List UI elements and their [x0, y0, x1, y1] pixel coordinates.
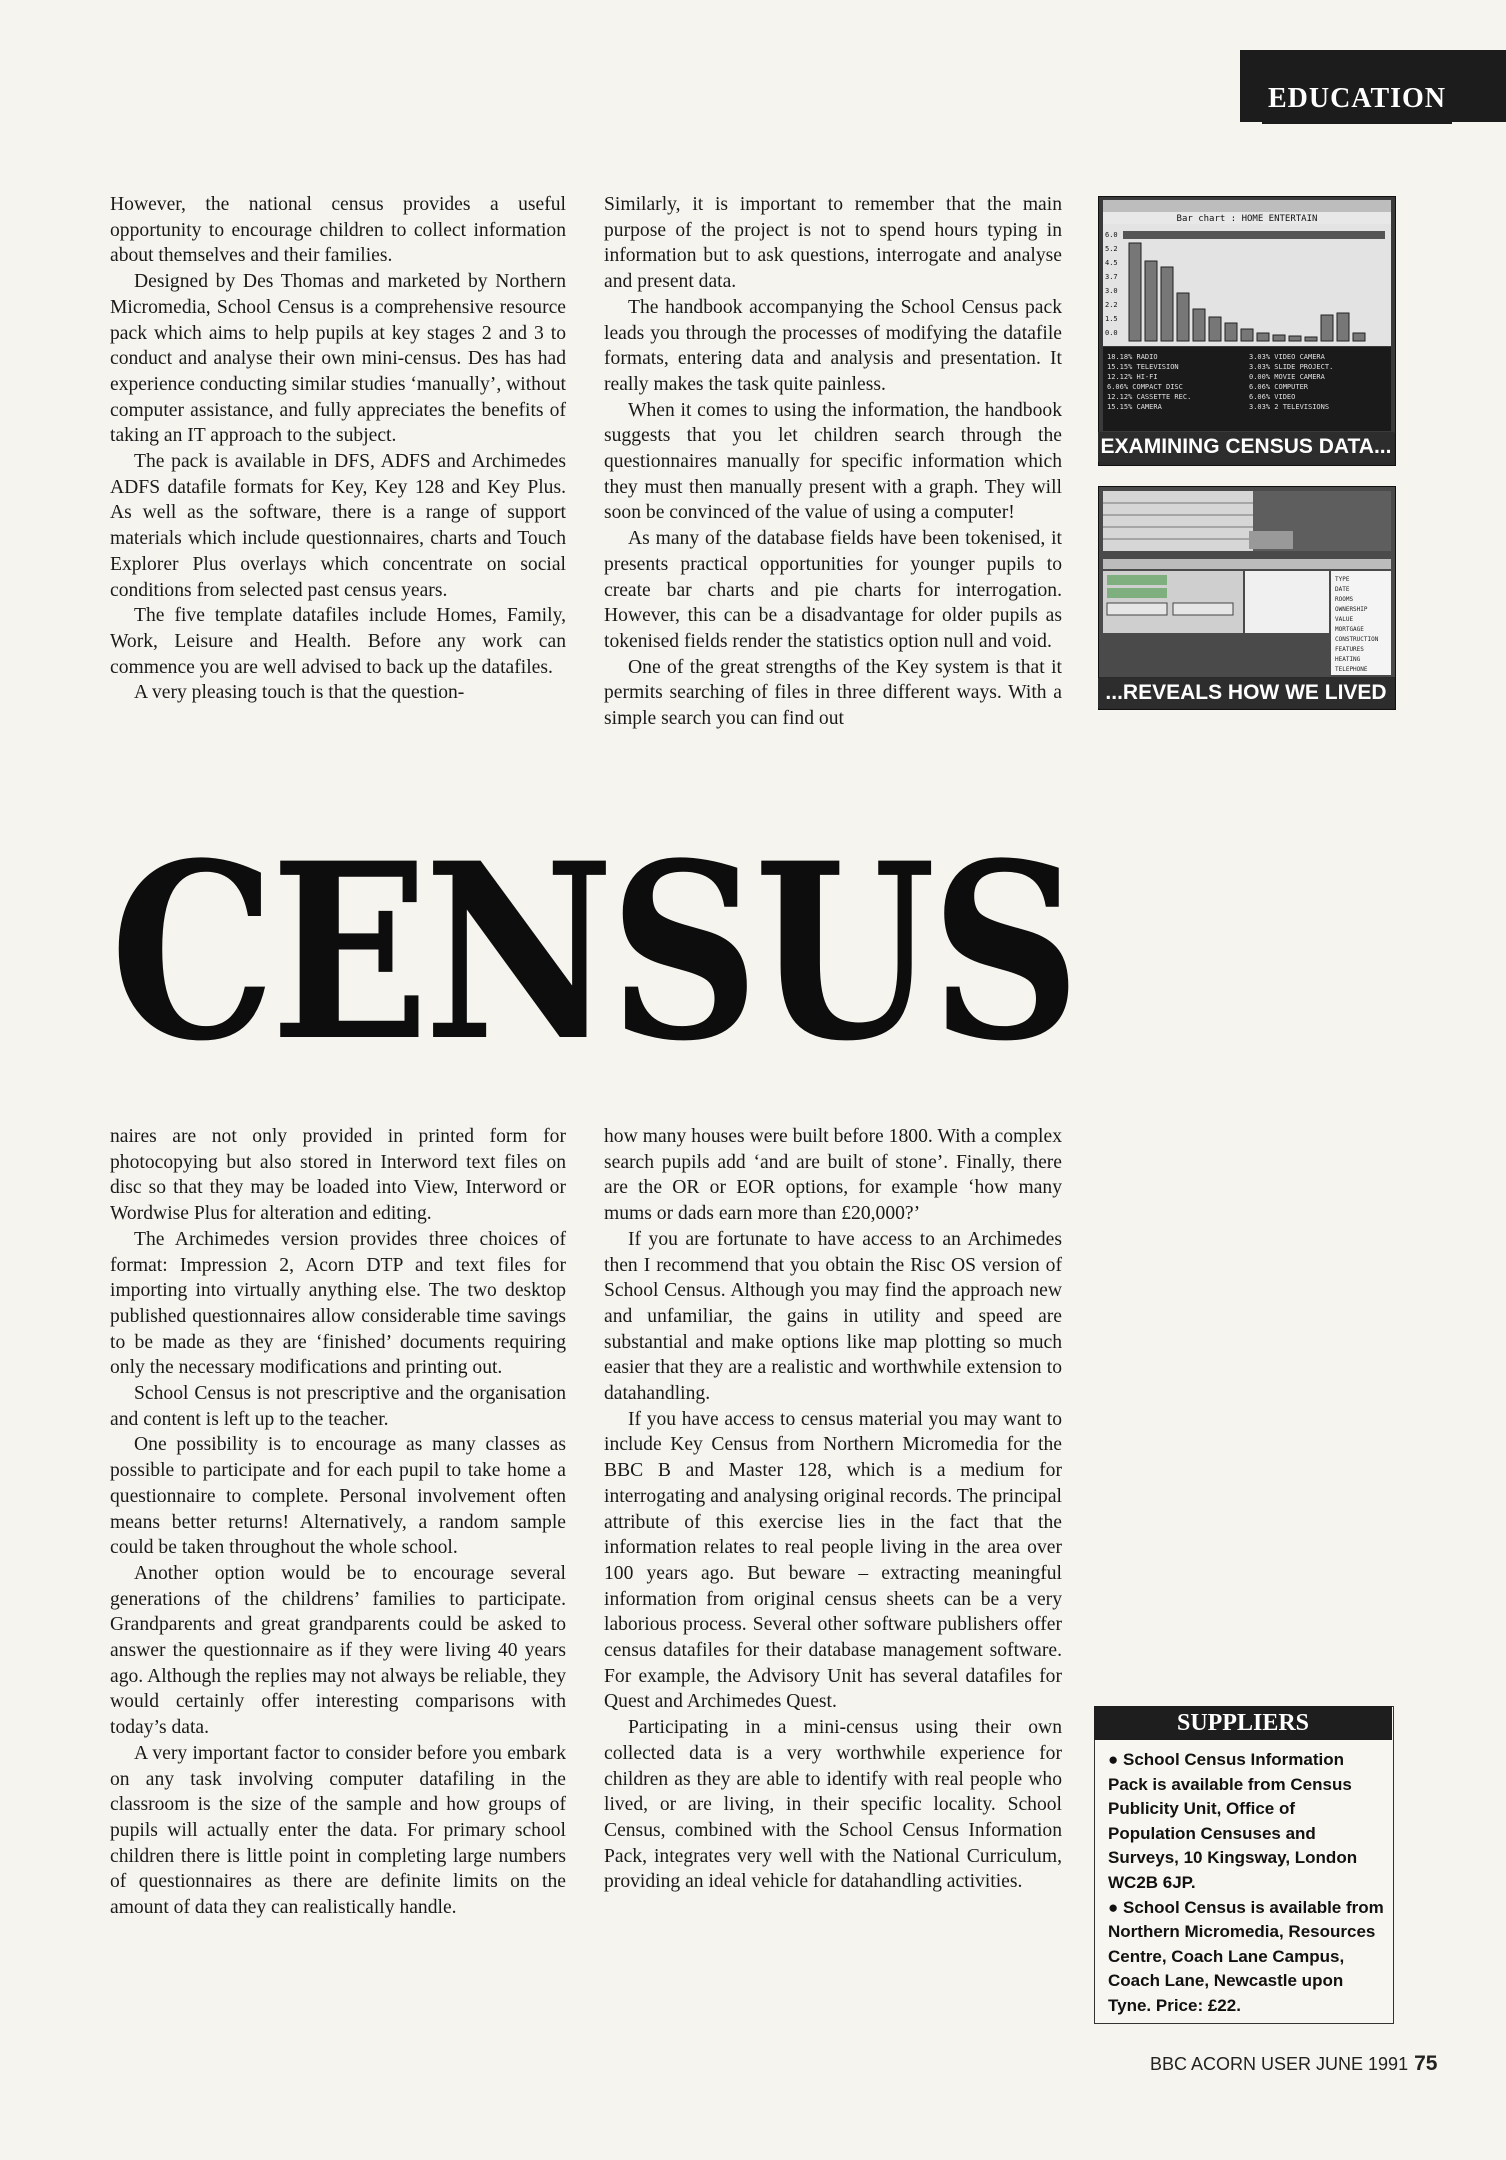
paragraph: When it comes to using the information, the handbook suggests that you let children search through the questionnaires manually for specific information which they must then manually present with a graph. They will soon be convinced of the value of using a computer! [604, 399, 1062, 524]
paragraph: One of the great strengths of the Key system is that it permits searching of files in three different ways. With a simple search you can find out [604, 656, 1062, 730]
bullet-icon: ● [1108, 1897, 1123, 1917]
paragraph: However, the national census provides a useful opportunity to encourage children to collect information about themselves and their families. [110, 194, 566, 267]
svg-text:6.0: 6.0 [1105, 231, 1118, 239]
bullet-icon: ● [1108, 1750, 1123, 1769]
column-2-bottom [604, 1124, 1062, 1895]
svg-text:DATE: DATE [1335, 586, 1350, 593]
paragraph: Similarly, it is important to remember that the main purpose of the project is not to spend hours typing in information but to ask questions, interrogate and analyse and present data. [604, 194, 1062, 293]
paragraph: One possibility is to encourage as many classes as possible to participate and for each pupil to take home a questionnaire to complete. Personal involvement often means better returns! Alternatively, a random sample could be taken throughout the whole school. [110, 1434, 566, 1559]
svg-text:ROOMS: ROOMS [1335, 596, 1354, 603]
column-1-top [110, 192, 566, 706]
chart-window-title: Bar chart : HOME ENTERTAIN [1176, 214, 1318, 224]
svg-text:3.03% VIDEO CAMERA: 3.03% VIDEO CAMERA [1249, 353, 1325, 361]
screenshot-sort-window [1098, 486, 1396, 710]
suppliers-list [1108, 1748, 1384, 2019]
svg-text:4.5: 4.5 [1105, 259, 1118, 267]
page-number: 75 [1414, 2052, 1438, 2075]
svg-text:12.12% HI-FI: 12.12% HI-FI [1107, 373, 1158, 381]
svg-text:6.06% VIDEO: 6.06% VIDEO [1249, 393, 1296, 401]
paragraph: A very important factor to consider before you embark on any task involving computer datafiling in the classroom is the size of the sample and how groups of pupils will actually enter the data. For primary school children there is little point in completing large numbers of questionnaires as there are definite limits on the amount of data they can realistically handle. [110, 1742, 566, 1919]
page-footer [1150, 2052, 1438, 2076]
supplier-item: ● School Census is available from Northern Micromedia, Resources Centre, Coach Lane Campus, Coach Lane, Newcastle upon Tyne. Price: £22. [1108, 1897, 1384, 2015]
paragraph: If you are fortunate to have access to an Archimedes then I recommend that you obtain the Risc OS version of School Census. Although you may find the approach new and unfamiliar, the gains in utility and speed are substantial and make options like map plotting so much easier that they are a realistic and worthwhile extension to datahandling. [604, 1228, 1062, 1405]
svg-text:2.2: 2.2 [1105, 301, 1118, 309]
paragraph: The Archimedes version provides three choices of format: Impression 2, Acorn DTP and text files for importing into virtually anything else. The two desktop published questionnaires allow considerable time savings to be made as they are ‘finished’ documents requiring only the necessary modifications and printing out. [110, 1228, 566, 1379]
paragraph: how many houses were built before 1800. With a complex search pupils add ‘and are built of stone’. Finally, there are the OR or EOR options, for example ‘how many mums or dads earn more than £20,000?’ [604, 1126, 1062, 1225]
paragraph: As many of the database fields have been tokenised, it presents practical opportunities for younger pupils to create bar charts and pie charts for interrogation. However, this can be a disadvantage for older pupils as tokenised fields render the statistics option null and void. [604, 528, 1062, 652]
paragraph: naires are not only provided in printed form for photocopying but also stored in Interword text files on disc so that they may be loaded into View, Interword or Wordwise Plus for alteration and editing. [110, 1126, 566, 1225]
caption-reveals-how-we-lived: ...REVEALS HOW WE LIVED [1098, 678, 1394, 708]
screenshot-bar-chart [1098, 196, 1396, 466]
paragraph: Participating in a mini-census using their own collected data is a very worthwhile experience for children as they are able to identify with real people who lived, or are living, in their specific locality. School Census, combined with the School Census Information Pack, integrates very well with the National Curriculum, providing an ideal vehicle for datahandling activities. [604, 1717, 1062, 1893]
svg-text:15.15% CAMERA: 15.15% CAMERA [1107, 403, 1162, 411]
svg-text:TELEPHONE: TELEPHONE [1335, 666, 1368, 673]
svg-text:1.5: 1.5 [1105, 315, 1118, 323]
supplier-item: ● School Census Information Pack is available from Census Publicity Unit, Office of Population Censuses and Surveys, 10 Kingsway, London WC2B 6JP. [1108, 1750, 1358, 1892]
paragraph: The handbook accompanying the School Census pack leads you through the processes of modifying the datafile formats, entering data and analysis and presentation. It really makes the task quite painless. [604, 296, 1062, 395]
svg-text:TYPE: TYPE [1335, 576, 1350, 583]
paragraph: Another option would be to encourage several generations of the childrens’ families to participate. Grandparents and great grandparents could be asked to answer the questionnaire as if they were living 40 years ago. Although the replies may not always be reliable, they would certainly offer interesting comparisons with today’s data. [110, 1562, 566, 1739]
column-1-bottom [110, 1124, 566, 1921]
paragraph: Designed by Des Thomas and marketed by Northern Micromedia, School Census is a comprehensive resource pack which aims to help pupils at key stages 2 and 3 to conduct and analyse their own mini-census. Des has had experience conducting similar studies ‘manually’, without computer assistance, and fully appreciates the benefits of taking an IT approach to the subject. [110, 271, 566, 447]
svg-text:12.12% CASSETTE REC.: 12.12% CASSETTE REC. [1107, 393, 1192, 401]
column-2-top [604, 192, 1062, 732]
svg-text:0.0: 0.0 [1105, 329, 1118, 337]
svg-text:CONSTRUCTION: CONSTRUCTION [1335, 636, 1379, 643]
caption-examining-census-data: EXAMINING CENSUS DATA... [1098, 432, 1394, 462]
svg-text:OWNERSHIP: OWNERSHIP [1335, 606, 1368, 613]
suppliers-heading: SUPPLIERS [1094, 1706, 1392, 1740]
sort-window-image [1099, 487, 1395, 677]
svg-text:3.03% SLIDE PROJECT.: 3.03% SLIDE PROJECT. [1249, 363, 1334, 371]
svg-text:HEATING: HEATING [1335, 656, 1361, 663]
paragraph: The five template datafiles include Homes, Family, Work, Leisure and Health. Before any work can commence you are well advised to back up the datafiles. [110, 605, 566, 678]
svg-text:3.0: 3.0 [1105, 287, 1118, 295]
section-tab: EDUCATION [1262, 74, 1452, 124]
svg-text:3.03% 2 TELEVISIONS: 3.03% 2 TELEVISIONS [1249, 403, 1330, 411]
svg-text:6.06% COMPACT DISC: 6.06% COMPACT DISC [1107, 383, 1183, 391]
paragraph: The pack is available in DFS, ADFS and Archimedes ADFS datafile formats for Key, Key 128 and Key Plus. As well as the software, there is a range of support materials which include questionnaires, charts and Touch Explorer Plus overlays which concentrate on social conditions from selected past census years. [110, 451, 566, 601]
publication-name: BBC ACORN USER JUNE 1991 [1150, 2054, 1409, 2074]
svg-text:15.15% TELEVISION: 15.15% TELEVISION [1107, 363, 1179, 371]
svg-text:MORTGAGE: MORTGAGE [1335, 626, 1364, 633]
svg-text:VALUE: VALUE [1335, 616, 1354, 623]
bar-chart-window-image [1099, 197, 1395, 433]
paragraph: School Census is not prescriptive and the organisation and content is left up to the teacher. [110, 1383, 566, 1430]
svg-text:0.00% MOVIE CAMERA: 0.00% MOVIE CAMERA [1249, 373, 1325, 381]
svg-text:3.7: 3.7 [1105, 273, 1118, 281]
paragraph: A very pleasing touch is that the question- [134, 682, 465, 704]
paragraph: If you have access to census material you may want to include Key Census from Northern Micromedia for the BBC B and Master 128, which is a medium for interrogating and analysing original records. The principal attribute of this exercise lies in the fact that the information relates to real people living in the area over 100 years ago. But beware – extracting meaningful information from original census sheets can be a very laborious process. Several other software publishers offer census datafiles for their database management software. For example, the Advisory Unit has several datafiles for Quest and Archimedes Quest. [604, 1408, 1062, 1713]
svg-text:18.18% RADIO: 18.18% RADIO [1107, 353, 1158, 361]
svg-text:5.2: 5.2 [1105, 245, 1118, 253]
headline: CENSUS [110, 811, 1076, 1095]
svg-text:6.06% COMPUTER: 6.06% COMPUTER [1249, 383, 1309, 391]
svg-text:FEATURES: FEATURES [1335, 646, 1364, 653]
